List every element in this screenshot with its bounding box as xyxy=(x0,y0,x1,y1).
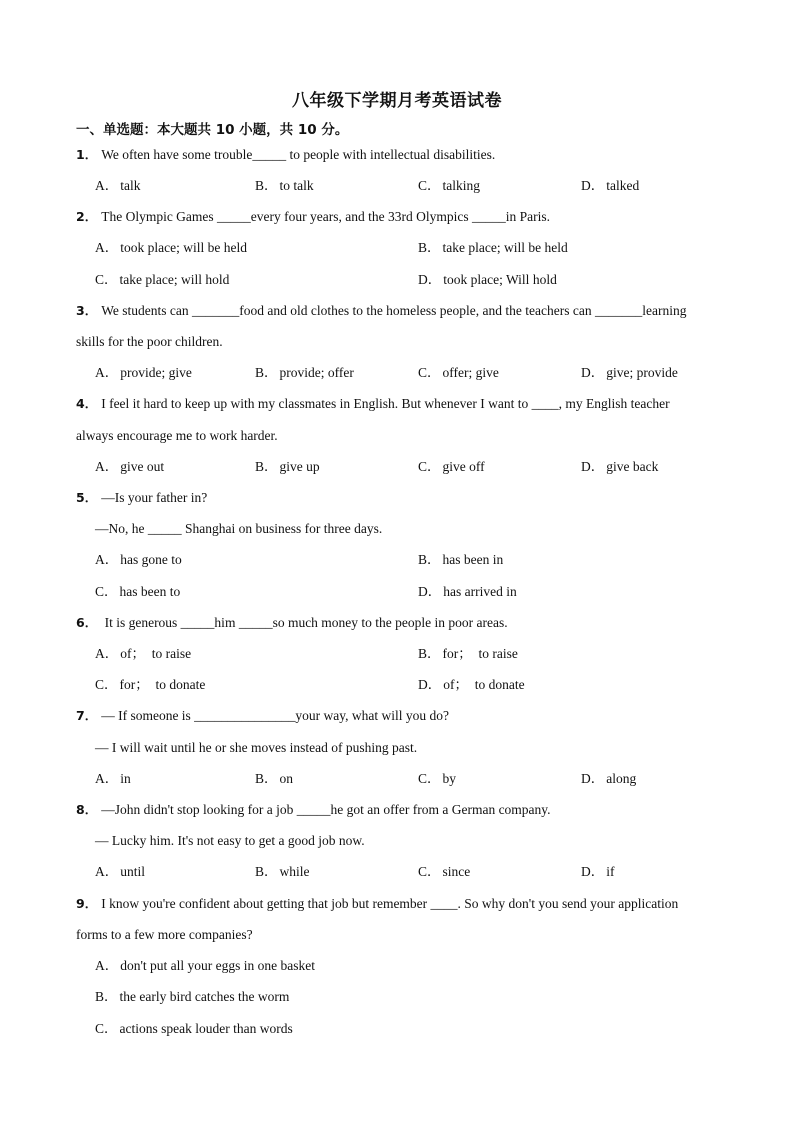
option-c[interactable]: C． has been to xyxy=(95,584,181,599)
question-stem xyxy=(76,395,670,413)
question-text: We students can _______food and old clothes to the homeless people, and the teachers can _______learning xyxy=(101,303,687,318)
question-text: The Olympic Games _____every four years, and the 33rd Olympics _____in Paris. xyxy=(101,209,550,224)
question-stem xyxy=(76,146,495,164)
option-c[interactable]: C． take place; will hold xyxy=(95,272,230,287)
option-b[interactable]: B． give up xyxy=(255,459,320,474)
question-text: We often have some trouble_____ to people with intellectual disabilities. xyxy=(101,147,496,162)
option-c[interactable]: C． actions speak louder than words xyxy=(95,1021,293,1036)
option-d[interactable]: D． along xyxy=(581,771,637,786)
option-c[interactable]: C． talking xyxy=(418,178,481,193)
option-d[interactable]: D． give; provide xyxy=(581,365,678,380)
question-stem xyxy=(76,302,686,320)
option-b[interactable]: B． while xyxy=(255,864,310,879)
question-text-continued: always encourage me to work harder. xyxy=(76,428,278,443)
question-number: 8． xyxy=(76,802,98,817)
question-number: 9． xyxy=(76,896,98,911)
option-b[interactable]: B． has been in xyxy=(418,552,504,567)
option-b[interactable]: B． the early bird catches the worm xyxy=(95,989,290,1004)
question-number: 6． xyxy=(76,615,98,630)
question-stem xyxy=(76,895,678,913)
question-text: I know you're confident about getting that job but remember ____. So why don't you send your application xyxy=(101,896,679,911)
question-text: — If someone is _______________your way, what will you do? xyxy=(101,708,450,723)
option-a[interactable]: A． of； to raise xyxy=(95,646,192,661)
option-b[interactable]: B． provide; offer xyxy=(255,365,354,380)
option-d[interactable]: D． talked xyxy=(581,178,640,193)
option-b[interactable]: B． take place; will be held xyxy=(418,240,568,255)
question-number: 7． xyxy=(76,708,98,723)
question-number: 1． xyxy=(76,147,98,162)
option-a[interactable]: A． until xyxy=(95,864,146,879)
question-text-continued: forms to a few more companies? xyxy=(76,927,253,942)
question-number: 2． xyxy=(76,209,98,224)
question-number: 4． xyxy=(76,396,98,411)
option-a[interactable]: A． took place; will be held xyxy=(95,240,247,255)
option-c[interactable]: C． offer; give xyxy=(418,365,499,380)
question-stem xyxy=(76,208,550,226)
option-b[interactable]: B． to talk xyxy=(255,178,314,193)
option-a[interactable]: A． don't put all your eggs in one basket xyxy=(95,958,316,973)
question-text: It is generous _____him _____so much money to the people in poor areas. xyxy=(101,615,508,630)
option-a[interactable]: A． has gone to xyxy=(95,552,182,567)
option-c[interactable]: C． by xyxy=(418,771,457,786)
option-d[interactable]: D． if xyxy=(581,864,615,879)
option-b[interactable]: B． for； to raise xyxy=(418,646,518,661)
option-d[interactable]: D． has arrived in xyxy=(418,584,517,599)
question-text-continued: skills for the poor children. xyxy=(76,334,223,349)
question-text-continued: — Lucky him. It's not easy to get a good job now. xyxy=(95,833,365,848)
question-stem xyxy=(76,489,207,507)
option-a[interactable]: A． give out xyxy=(95,459,165,474)
question-number: 5． xyxy=(76,490,98,505)
option-b[interactable]: B． on xyxy=(255,771,294,786)
question-number: 3． xyxy=(76,303,98,318)
question-text-continued: — I will wait until he or she moves instead of pushing past. xyxy=(95,740,418,755)
question-stem xyxy=(76,707,449,725)
question-stem xyxy=(76,614,508,632)
option-c[interactable]: C． since xyxy=(418,864,471,879)
question-text-continued: —No, he _____ Shanghai on business for three days. xyxy=(95,521,383,536)
section-heading: 一、单选题：本大题共 10 小题，共 10 分。 xyxy=(76,122,349,138)
option-d[interactable]: D． of； to donate xyxy=(418,677,525,692)
question-stem xyxy=(76,801,551,819)
option-c[interactable]: C． give off xyxy=(418,459,485,474)
option-c[interactable]: C． for； to donate xyxy=(95,677,206,692)
option-a[interactable]: A． provide; give xyxy=(95,365,192,380)
option-d[interactable]: D． give back xyxy=(581,459,659,474)
exam-title: 八年级下学期月考英语试卷 xyxy=(292,91,502,111)
option-d[interactable]: D． took place; Will hold xyxy=(418,272,557,287)
question-text: I feel it hard to keep up with my classmates in English. But whenever I want to ____, my English teacher xyxy=(101,396,670,411)
option-a[interactable]: A． in xyxy=(95,771,131,786)
option-a[interactable]: A． talk xyxy=(95,178,141,193)
question-text: —John didn't stop looking for a job _____he got an offer from a German company. xyxy=(101,802,551,817)
question-text: —Is your father in? xyxy=(101,490,208,505)
